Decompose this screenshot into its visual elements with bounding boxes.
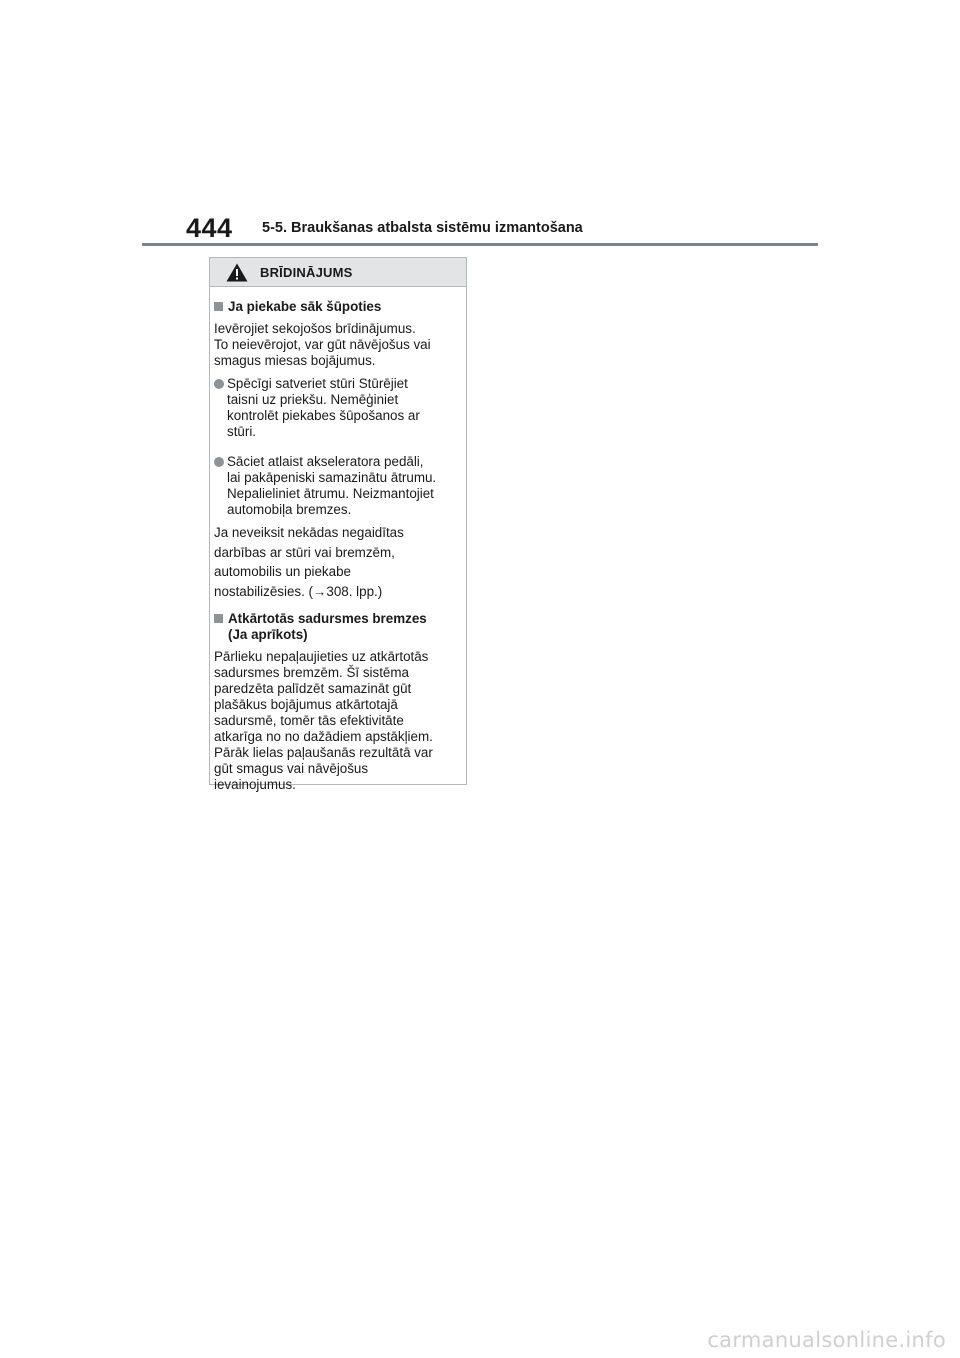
intro-paragraph [214,321,462,369]
text-line: atkarīga no no dažādiem apstākļiem. [214,729,433,744]
subheading-text: Ja piekabe sāk šūpoties [228,299,382,314]
subheading-trailer-sway [214,299,462,315]
text-line: taisni uz priekšu. Nemēģiniet [227,392,399,407]
round-bullet-icon [214,379,224,389]
text-line: Pārlieku nepaļaujieties uz atkārtotās [214,649,429,664]
text-line: gūt smagus vai nāvējošus [214,761,369,776]
section-title: 5-5. Braukšanas atbalsta sistēmu izmantošana [262,220,583,236]
bullet-item [214,376,462,440]
text-line: automobiļa bremzes. [227,502,352,517]
text-line: Spēcīgi satveriet stūri Stūrējiet [227,376,408,391]
text-line: paredzēta palīdzēt samazināt gūt [214,681,412,696]
warning-header [210,258,466,287]
warning-triangle-icon [226,263,248,282]
subheading-text: (Ja aprīkots) [228,627,308,642]
site-watermark: carmanualsonline.info [707,1328,946,1352]
text-line: kontrolēt piekabes šūpošanos ar [227,408,420,423]
square-bullet-icon [214,302,223,311]
bullet-item [214,454,462,518]
text-line: Nepalieliniet ātrumu. Neizmantojiet [227,486,434,501]
text-line: smagus miesas bojājumus. [214,353,376,368]
subheading-text: Atkārtotās sadursmes bremzes [228,611,427,626]
page-header [142,212,818,248]
warning-box [209,257,467,792]
text-line: automobilis un piekabe [214,564,351,579]
text-line: Ievērojiet sekojošos brīdinājumus. [214,321,416,336]
text-line: plašākus bojājumus atkārtotajā [214,697,398,712]
body-paragraph [214,649,462,793]
text-line: ievainojumus. [214,777,296,792]
text-line: Pārāk lielas paļaušanās rezultātā var [214,745,433,760]
header-rule [142,243,818,246]
text-line: Sāciet atlaist akseleratora pedāli, [227,454,424,469]
warning-body [210,287,466,793]
text-line: darbības ar stūri vai bremzēm, [214,544,395,560]
square-bullet-icon [214,614,223,623]
outro-paragraph [214,523,462,601]
page-number: 444 [186,213,233,243]
round-bullet-icon [214,457,224,467]
text-line: To neievērojot, var gūt nāvējošus vai [214,337,431,352]
text-line: sadursmes bremzēm. Šī sistēma [214,665,409,680]
text-line: nostabilizēsies. (→308. lpp.) [214,583,383,599]
text-line: sadursmē, tomēr tās efektivitāte [214,713,404,728]
text-line: stūri. [227,424,257,439]
text-line: lai pakāpeniski samazinātu ātrumu. [227,470,437,485]
warning-title: BRĪDINĀJUMS [260,264,353,280]
subheading-repeat-collision-brake [214,611,462,643]
text-line: Ja neveiksit nekādas negaidītas [214,525,404,540]
